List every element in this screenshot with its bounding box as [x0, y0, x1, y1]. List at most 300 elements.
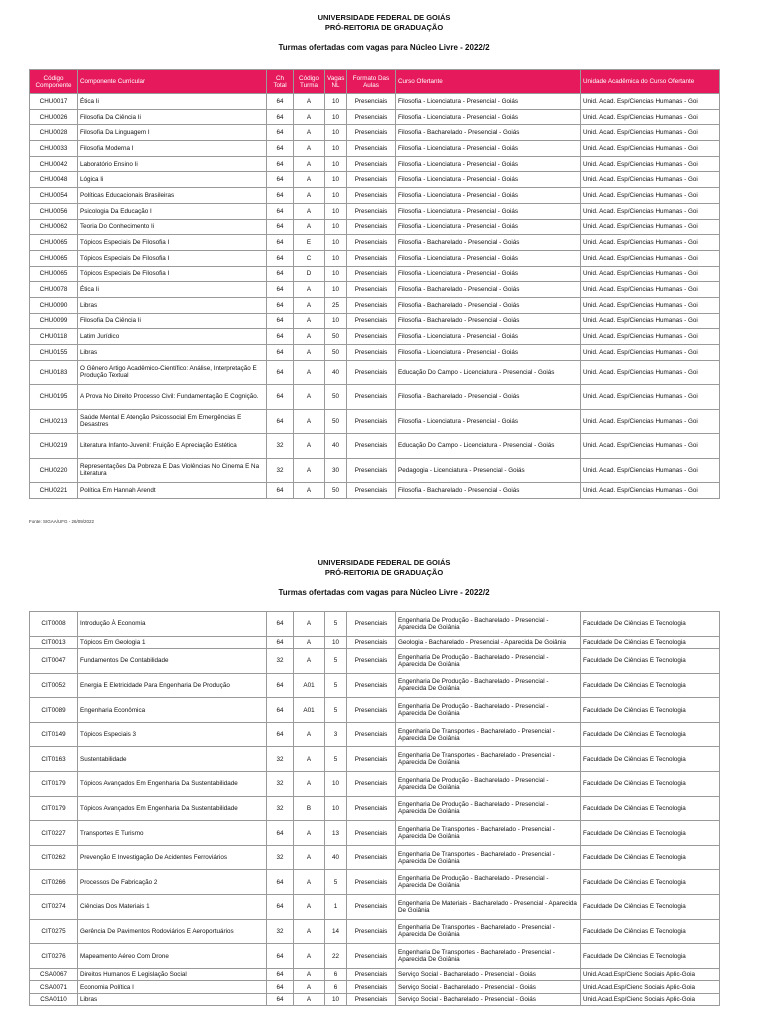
cell-unidade: Faculdade De Ciências E Tecnologia	[581, 821, 720, 846]
cell-curso: Serviço Social - Bacharelado - Presencial - Goiás	[396, 981, 581, 994]
cell-componente: Mapeamento Aéreo Com Drone	[78, 944, 267, 969]
page-1-header	[0, 13, 768, 52]
cell-codigo: CIT0227	[30, 821, 78, 846]
cell-turma: A	[294, 345, 325, 361]
cell-turma: A	[294, 483, 325, 499]
cell-turma: A	[294, 109, 325, 125]
cell-ch: 64	[267, 483, 294, 499]
table-row	[30, 125, 720, 141]
table-row	[30, 483, 720, 499]
cell-componente: Tópicos Especiais De Filosofia I	[78, 235, 267, 251]
cell-vagas: 13	[325, 821, 347, 846]
cell-componente: Lógica Ii	[78, 172, 267, 188]
cell-unidade: Unid. Acad. Esp/Ciencias Humanas - Goi	[581, 125, 720, 141]
cell-componente: Direitos Humanos E Legislação Social	[78, 968, 267, 981]
cell-curso: Filosofia - Licenciatura - Presencial - Goiás	[396, 409, 581, 434]
cell-ch: 32	[267, 919, 294, 944]
cell-formato: Presenciais	[347, 944, 396, 969]
cell-componente: Representações Da Pobreza E Das Violências No Cinema E Na Literatura	[78, 458, 267, 483]
cell-turma: A	[294, 636, 325, 649]
table-row	[30, 772, 720, 797]
cell-componente: Psicologia Da Educação I	[78, 203, 267, 219]
cell-ch: 64	[267, 188, 294, 204]
table-row	[30, 870, 720, 895]
cell-componente: Filosofia Da Ciência Ii	[78, 109, 267, 125]
col-curso: Curso Ofertante	[396, 70, 581, 94]
cell-unidade: Unid. Acad. Esp/Ciencias Humanas - Goi	[581, 156, 720, 172]
table-row	[30, 944, 720, 969]
table-row	[30, 821, 720, 846]
cell-formato: Presenciais	[347, 219, 396, 235]
col-codigo: Código Componente	[30, 70, 78, 94]
cell-turma: A	[294, 329, 325, 345]
cell-unidade: Unid. Acad. Esp/Ciencias Humanas - Goi	[581, 94, 720, 110]
cell-turma: A	[294, 612, 325, 637]
cell-codigo: CHU0090	[30, 297, 78, 313]
cell-formato: Presenciais	[347, 870, 396, 895]
cell-codigo: CSA0110	[30, 993, 78, 1006]
cell-formato: Presenciais	[347, 458, 396, 483]
cell-vagas: 5	[325, 747, 347, 772]
cell-unidade: Faculdade De Ciências E Tecnologia	[581, 772, 720, 797]
cell-curso: Filosofia - Licenciatura - Presencial - Goiás	[396, 141, 581, 157]
cell-componente: Economia Política I	[78, 981, 267, 994]
cell-unidade: Unid. Acad. Esp/Ciencias Humanas - Goi	[581, 250, 720, 266]
cell-curso: Engenharia De Transportes - Bacharelado - Presencial - Aparecida De Goiânia	[396, 919, 581, 944]
cell-codigo: CHU0017	[30, 94, 78, 110]
cell-formato: Presenciais	[347, 993, 396, 1006]
cell-unidade: Unid. Acad. Esp/Ciencias Humanas - Goi	[581, 458, 720, 483]
cell-componente: A Prova No Direito Processo Civil: Fundamentação E Cognição.	[78, 385, 267, 410]
cell-vagas: 10	[325, 235, 347, 251]
cell-codigo: CHU0195	[30, 385, 78, 410]
cell-curso: Filosofia - Licenciatura - Presencial - Goiás	[396, 94, 581, 110]
cell-unidade: Faculdade De Ciências E Tecnologia	[581, 612, 720, 637]
cell-turma: A	[294, 125, 325, 141]
cell-turma: D	[294, 266, 325, 282]
cell-turma: A	[294, 968, 325, 981]
cell-turma: A	[294, 895, 325, 920]
cell-formato: Presenciais	[347, 434, 396, 459]
cell-ch: 64	[267, 385, 294, 410]
table-row	[30, 297, 720, 313]
cell-curso: Engenharia De Transportes - Bacharelado - Presencial - Aparecida De Goiânia	[396, 944, 581, 969]
cell-turma: A	[294, 219, 325, 235]
table-row	[30, 409, 720, 434]
cell-turma: A	[294, 919, 325, 944]
cell-vagas: 10	[325, 172, 347, 188]
cell-ch: 32	[267, 458, 294, 483]
cell-turma: A	[294, 993, 325, 1006]
cell-componente: Tópicos Avançados Em Engenharia Da Sustentabilidade	[78, 772, 267, 797]
cell-formato: Presenciais	[347, 722, 396, 747]
cell-codigo: CSA0067	[30, 968, 78, 981]
cell-ch: 32	[267, 434, 294, 459]
cell-curso: Filosofia - Bacharelado - Presencial - Goiás	[396, 125, 581, 141]
cell-ch: 64	[267, 282, 294, 298]
cell-vagas: 10	[325, 636, 347, 649]
cell-unidade: Faculdade De Ciências E Tecnologia	[581, 895, 720, 920]
cell-unidade: Unid. Acad. Esp/Ciencias Humanas - Goi	[581, 235, 720, 251]
cell-formato: Presenciais	[347, 483, 396, 499]
cell-componente: Literatura Infanto-Juvenil: Fruição E Apreciação Estética	[78, 434, 267, 459]
cell-turma: A	[294, 360, 325, 385]
cell-formato: Presenciais	[347, 109, 396, 125]
cell-formato: Presenciais	[347, 235, 396, 251]
cell-unidade: Faculdade De Ciências E Tecnologia	[581, 698, 720, 723]
cell-formato: Presenciais	[347, 747, 396, 772]
cell-unidade: Unid. Acad. Esp/Ciencias Humanas - Goi	[581, 434, 720, 459]
table-row	[30, 345, 720, 361]
cell-unidade: Faculdade De Ciências E Tecnologia	[581, 870, 720, 895]
cell-formato: Presenciais	[347, 266, 396, 282]
cell-unidade: Unid. Acad. Esp/Ciencias Humanas - Goi	[581, 141, 720, 157]
cell-ch: 64	[267, 722, 294, 747]
cell-ch: 64	[267, 219, 294, 235]
table-row	[30, 109, 720, 125]
cell-vagas: 25	[325, 297, 347, 313]
table-row	[30, 235, 720, 251]
cell-codigo: CHU0183	[30, 360, 78, 385]
cell-ch: 32	[267, 845, 294, 870]
cell-turma: A	[294, 203, 325, 219]
cell-curso: Filosofia - Licenciatura - Presencial - Goiás	[396, 345, 581, 361]
page-2-header	[0, 558, 768, 597]
cell-turma: A01	[294, 673, 325, 698]
cell-formato: Presenciais	[347, 203, 396, 219]
cell-componente: Latim Jurídico	[78, 329, 267, 345]
cell-ch: 32	[267, 772, 294, 797]
cell-componente: Processos De Fabricação 2	[78, 870, 267, 895]
cell-unidade: Faculdade De Ciências E Tecnologia	[581, 636, 720, 649]
cell-componente: Libras	[78, 297, 267, 313]
cell-turma: A	[294, 722, 325, 747]
cell-codigo: CHU0033	[30, 141, 78, 157]
cell-unidade: Unid. Acad. Esp/Ciencias Humanas - Goi	[581, 409, 720, 434]
cell-vagas: 5	[325, 673, 347, 698]
cell-turma: A	[294, 944, 325, 969]
cell-vagas: 10	[325, 313, 347, 329]
cell-componente: Prevenção E Investigação De Acidentes Ferroviários	[78, 845, 267, 870]
cell-vagas: 10	[325, 94, 347, 110]
cell-codigo: CIT0266	[30, 870, 78, 895]
cell-ch: 64	[267, 944, 294, 969]
cell-formato: Presenciais	[347, 612, 396, 637]
table-row	[30, 673, 720, 698]
cell-formato: Presenciais	[347, 968, 396, 981]
cell-componente: Saúde Mental E Atenção Psicossocial Em Emergências E Desastres	[78, 409, 267, 434]
cell-codigo: CHU0048	[30, 172, 78, 188]
cell-turma: A	[294, 821, 325, 846]
cell-codigo: CHU0056	[30, 203, 78, 219]
cell-turma: E	[294, 235, 325, 251]
cell-curso: Engenharia De Produção - Bacharelado - Presencial - Aparecida De Goiânia	[396, 649, 581, 674]
cell-componente: Energia E Eletricidade Para Engenharia De Produção	[78, 673, 267, 698]
cell-vagas: 5	[325, 612, 347, 637]
cell-componente: Filosofia Da Linguagem I	[78, 125, 267, 141]
cell-formato: Presenciais	[347, 673, 396, 698]
cell-componente: Filosofia Da Ciência Ii	[78, 313, 267, 329]
cell-unidade: Faculdade De Ciências E Tecnologia	[581, 722, 720, 747]
cell-ch: 64	[267, 235, 294, 251]
cell-vagas: 10	[325, 282, 347, 298]
cell-codigo: CHU0221	[30, 483, 78, 499]
cell-formato: Presenciais	[347, 981, 396, 994]
cell-unidade: Faculdade De Ciências E Tecnologia	[581, 673, 720, 698]
col-vagas: Vagas NL	[325, 70, 347, 94]
table-row	[30, 636, 720, 649]
cell-componente: Fundamentos De Contabilidade	[78, 649, 267, 674]
source-note: Fonte: SIGAA/UFG - 26/09/2022	[29, 519, 95, 524]
cell-vagas: 40	[325, 434, 347, 459]
cell-vagas: 10	[325, 266, 347, 282]
page-subtitle: Turmas ofertadas com vagas para Núcleo Livre - 2022/2	[278, 43, 490, 52]
cell-formato: Presenciais	[347, 360, 396, 385]
cell-turma: A	[294, 297, 325, 313]
cell-formato: Presenciais	[347, 250, 396, 266]
cell-ch: 64	[267, 360, 294, 385]
table-row	[30, 250, 720, 266]
cell-curso: Filosofia - Licenciatura - Presencial - Goiás	[396, 172, 581, 188]
cell-ch: 64	[267, 109, 294, 125]
cell-curso: Engenharia De Produção - Bacharelado - Presencial - Aparecida De Goiânia	[396, 772, 581, 797]
cell-unidade: Unid.Acad.Esp/Cienc Sociais Aplic-Goia	[581, 968, 720, 981]
cell-formato: Presenciais	[347, 698, 396, 723]
cell-vagas: 10	[325, 796, 347, 821]
table-row	[30, 172, 720, 188]
cell-unidade: Unid. Acad. Esp/Ciencias Humanas - Goi	[581, 172, 720, 188]
cell-curso: Geologia - Bacharelado - Presencial - Aparecida De Goiânia	[396, 636, 581, 649]
cell-vagas: 30	[325, 458, 347, 483]
cell-codigo: CIT0179	[30, 772, 78, 797]
table-row	[30, 796, 720, 821]
table-row	[30, 698, 720, 723]
cell-vagas: 50	[325, 385, 347, 410]
cell-componente: Engenharia Econômica	[78, 698, 267, 723]
cell-vagas: 10	[325, 203, 347, 219]
cell-turma: A	[294, 141, 325, 157]
table-row	[30, 219, 720, 235]
cell-curso: Filosofia - Bacharelado - Presencial - Goiás	[396, 313, 581, 329]
cell-curso: Engenharia De Transportes - Bacharelado - Presencial - Aparecida De Goiânia	[396, 722, 581, 747]
cell-turma: A	[294, 282, 325, 298]
cell-vagas: 5	[325, 649, 347, 674]
cell-vagas: 50	[325, 483, 347, 499]
cell-turma: A	[294, 313, 325, 329]
cell-ch: 64	[267, 156, 294, 172]
cell-vagas: 22	[325, 944, 347, 969]
cell-codigo: CIT0052	[30, 673, 78, 698]
cell-unidade: Unid.Acad.Esp/Cienc Sociais Aplic-Goia	[581, 993, 720, 1006]
cell-turma: A	[294, 649, 325, 674]
table-row	[30, 458, 720, 483]
col-ch: Ch Total	[267, 70, 294, 94]
cell-componente: Tópicos Especiais De Filosofia I	[78, 250, 267, 266]
cell-componente: Ética Ii	[78, 282, 267, 298]
cell-vagas: 5	[325, 698, 347, 723]
cell-codigo: CHU0065	[30, 266, 78, 282]
page-subtitle: Turmas ofertadas com vagas para Núcleo Livre - 2022/2	[278, 588, 490, 597]
cell-codigo: CIT0274	[30, 895, 78, 920]
cell-curso: Filosofia - Licenciatura - Presencial - Goiás	[396, 266, 581, 282]
cell-codigo: CHU0054	[30, 188, 78, 204]
table-row	[30, 434, 720, 459]
cell-formato: Presenciais	[347, 385, 396, 410]
cell-ch: 64	[267, 141, 294, 157]
cell-vagas: 10	[325, 156, 347, 172]
cell-formato: Presenciais	[347, 188, 396, 204]
cell-ch: 64	[267, 313, 294, 329]
table-row	[30, 360, 720, 385]
cell-componente: Tópicos Avançados Em Engenharia Da Sustentabilidade	[78, 796, 267, 821]
cell-codigo: CHU0028	[30, 125, 78, 141]
cell-ch: 64	[267, 172, 294, 188]
cell-componente: Libras	[78, 993, 267, 1006]
table-header-row	[30, 70, 720, 94]
table-row	[30, 94, 720, 110]
table-row	[30, 968, 720, 981]
offerings-table-1	[29, 69, 720, 499]
cell-curso: Educação Do Campo - Licenciatura - Presencial - Goiás	[396, 360, 581, 385]
cell-ch: 64	[267, 612, 294, 637]
cell-vagas: 10	[325, 188, 347, 204]
cell-ch: 64	[267, 125, 294, 141]
cell-componente: Tópicos Especiais De Filosofia I	[78, 266, 267, 282]
cell-curso: Filosofia - Bacharelado - Presencial - Goiás	[396, 385, 581, 410]
cell-codigo: CHU0026	[30, 109, 78, 125]
cell-turma: A	[294, 94, 325, 110]
cell-turma: A	[294, 156, 325, 172]
cell-unidade: Faculdade De Ciências E Tecnologia	[581, 845, 720, 870]
cell-unidade: Unid. Acad. Esp/Ciencias Humanas - Goi	[581, 297, 720, 313]
cell-formato: Presenciais	[347, 94, 396, 110]
table-row	[30, 203, 720, 219]
cell-unidade: Faculdade De Ciências E Tecnologia	[581, 649, 720, 674]
cell-unidade: Unid. Acad. Esp/Ciencias Humanas - Goi	[581, 385, 720, 410]
cell-unidade: Unid. Acad. Esp/Ciencias Humanas - Goi	[581, 203, 720, 219]
cell-curso: Filosofia - Bacharelado - Presencial - Goiás	[396, 297, 581, 313]
cell-curso: Engenharia De Produção - Bacharelado - Presencial - Aparecida De Goiânia	[396, 698, 581, 723]
cell-codigo: CIT0149	[30, 722, 78, 747]
cell-formato: Presenciais	[347, 772, 396, 797]
cell-curso: Filosofia - Licenciatura - Presencial - Goiás	[396, 156, 581, 172]
cell-formato: Presenciais	[347, 649, 396, 674]
cell-componente: Libras	[78, 345, 267, 361]
cell-codigo: CHU0118	[30, 329, 78, 345]
col-turma: Código Turma	[294, 70, 325, 94]
table-row	[30, 156, 720, 172]
offerings-table-2	[29, 611, 720, 1006]
cell-ch: 32	[267, 747, 294, 772]
cell-turma: A	[294, 981, 325, 994]
cell-codigo: CHU0065	[30, 235, 78, 251]
cell-vagas: 10	[325, 993, 347, 1006]
cell-curso: Filosofia - Bacharelado - Presencial - Goiás	[396, 483, 581, 499]
cell-formato: Presenciais	[347, 345, 396, 361]
cell-vagas: 50	[325, 409, 347, 434]
cell-formato: Presenciais	[347, 796, 396, 821]
table-row	[30, 722, 720, 747]
cell-vagas: 40	[325, 845, 347, 870]
table-row	[30, 141, 720, 157]
cell-turma: A	[294, 458, 325, 483]
cell-curso: Filosofia - Licenciatura - Presencial - Goiás	[396, 109, 581, 125]
cell-codigo: CIT0262	[30, 845, 78, 870]
cell-ch: 64	[267, 345, 294, 361]
cell-vagas: 10	[325, 250, 347, 266]
cell-codigo: CIT0275	[30, 919, 78, 944]
cell-formato: Presenciais	[347, 919, 396, 944]
cell-codigo: CHU0065	[30, 250, 78, 266]
cell-vagas: 10	[325, 772, 347, 797]
table-row	[30, 649, 720, 674]
table-row	[30, 313, 720, 329]
cell-turma: A	[294, 747, 325, 772]
cell-vagas: 6	[325, 968, 347, 981]
cell-componente: Políticas Educacionais Brasileiras	[78, 188, 267, 204]
cell-curso: Engenharia De Produção - Bacharelado - Presencial - Aparecida De Goiânia	[396, 796, 581, 821]
cell-unidade: Faculdade De Ciências E Tecnologia	[581, 919, 720, 944]
cell-codigo: CHU0219	[30, 434, 78, 459]
cell-codigo: CIT0013	[30, 636, 78, 649]
table-row	[30, 895, 720, 920]
cell-unidade: Faculdade De Ciências E Tecnologia	[581, 747, 720, 772]
cell-curso: Serviço Social - Bacharelado - Presencial - Goiás	[396, 968, 581, 981]
cell-formato: Presenciais	[347, 821, 396, 846]
cell-componente: Teoria Do Conhecimento Ii	[78, 219, 267, 235]
cell-curso: Filosofia - Licenciatura - Presencial - Goiás	[396, 219, 581, 235]
cell-formato: Presenciais	[347, 156, 396, 172]
university-name: UNIVERSIDADE FEDERAL DE GOIÁS	[317, 558, 451, 567]
cell-ch: 64	[267, 821, 294, 846]
table-row	[30, 845, 720, 870]
table-row	[30, 282, 720, 298]
cell-curso: Engenharia De Transportes - Bacharelado - Presencial - Aparecida De Goiânia	[396, 845, 581, 870]
cell-curso: Filosofia - Licenciatura - Presencial - Goiás	[396, 188, 581, 204]
cell-codigo: CIT0179	[30, 796, 78, 821]
cell-componente: O Gênero Artigo Acadêmico-Científico: Análise, Interpretação E Produção Textual	[78, 360, 267, 385]
cell-vagas: 50	[325, 329, 347, 345]
cell-turma: A	[294, 409, 325, 434]
cell-curso: Educação Do Campo - Licenciatura - Presencial - Goiás	[396, 434, 581, 459]
cell-curso: Engenharia De Transportes - Bacharelado - Presencial - Aparecida De Goiânia	[396, 821, 581, 846]
cell-unidade: Faculdade De Ciências E Tecnologia	[581, 944, 720, 969]
cell-vagas: 6	[325, 981, 347, 994]
cell-curso: Pedagogia - Licenciatura - Presencial - Goiás	[396, 458, 581, 483]
cell-componente: Tópicos Especiais 3	[78, 722, 267, 747]
cell-turma: A	[294, 385, 325, 410]
cell-turma: A	[294, 845, 325, 870]
cell-formato: Presenciais	[347, 409, 396, 434]
cell-ch: 64	[267, 250, 294, 266]
cell-codigo: CHU0078	[30, 282, 78, 298]
university-name: UNIVERSIDADE FEDERAL DE GOIÁS	[317, 13, 451, 22]
cell-curso: Filosofia - Licenciatura - Presencial - Goiás	[396, 250, 581, 266]
cell-codigo: CIT0008	[30, 612, 78, 637]
col-formato: Formato Das Aulas	[347, 70, 396, 94]
cell-unidade: Unid. Acad. Esp/Ciencias Humanas - Goi	[581, 345, 720, 361]
cell-turma: C	[294, 250, 325, 266]
cell-componente: Ciências Dos Materiais 1	[78, 895, 267, 920]
table-row	[30, 981, 720, 994]
cell-curso: Serviço Social - Bacharelado - Presencial - Goiás	[396, 993, 581, 1006]
cell-ch: 64	[267, 297, 294, 313]
cell-vagas: 10	[325, 141, 347, 157]
cell-ch: 64	[267, 981, 294, 994]
cell-unidade: Unid. Acad. Esp/Ciencias Humanas - Goi	[581, 329, 720, 345]
cell-formato: Presenciais	[347, 282, 396, 298]
cell-curso: Engenharia De Produção - Bacharelado - Presencial - Aparecida De Goiânia	[396, 870, 581, 895]
